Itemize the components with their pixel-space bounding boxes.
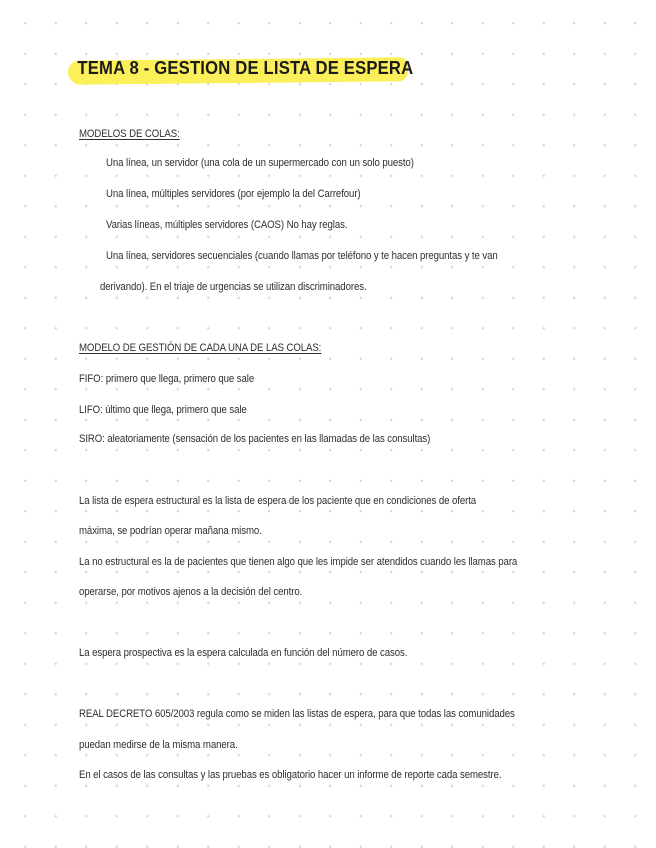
list-item: Una línea, múltiples servidores (por ejemplo la del Carrefour) (106, 188, 361, 200)
list-item: LIFO: último que llega, primero que sale (79, 404, 247, 416)
paragraph-line: REAL DECRETO 605/2003 regula como se miden las listas de espera, para que todas las comunidades (79, 708, 515, 720)
paragraph-line: La no estructural es la de pacientes que tienen algo que les impide ser atendidos cuando les llamas para (79, 556, 518, 568)
paragraph-line: puedan medirse de la misma manera. (79, 739, 238, 751)
list-item: derivando). En el triaje de urgencias se utilizan discriminadores. (100, 281, 367, 293)
page-title: TEMA 8 - GESTION DE LISTA DE ESPERA (77, 57, 414, 78)
paragraph-line: La espera prospectiva es la espera calculada en función del número de casos. (79, 647, 408, 659)
section-heading-gestion: MODELO DE GESTIÓN DE CADA UNA DE LAS COLAS: (79, 342, 322, 354)
paragraph-line: máxima, se podrían operar mañana mismo. (79, 525, 262, 537)
section-heading-modelos: MODELOS DE COLAS: (79, 128, 180, 140)
list-item: Una línea, servidores secuenciales (cuando llamas por teléfono y te hacen preguntas y te van (106, 250, 498, 262)
list-item: SIRO: aleatoriamente (sensación de los pacientes en las llamadas de las consultas) (79, 433, 431, 445)
paragraph-line: En el casos de las consultas y las pruebas es obligatorio hacer un informe de reporte cada semestre. (79, 769, 502, 781)
title-block (72, 57, 451, 79)
list-item: FIFO: primero que llega, primero que sale (79, 373, 255, 385)
paragraph-line: La lista de espera estructural es la lista de espera de los paciente que en condiciones de oferta (79, 495, 477, 507)
list-item: Varias líneas, múltiples servidores (CAOS) No hay reglas. (106, 219, 348, 231)
paragraph-line: operarse, por motivos ajenos a la decisión del centro. (79, 586, 303, 598)
list-item: Una línea, un servidor (una cola de un supermercado con un solo puesto) (106, 157, 414, 169)
